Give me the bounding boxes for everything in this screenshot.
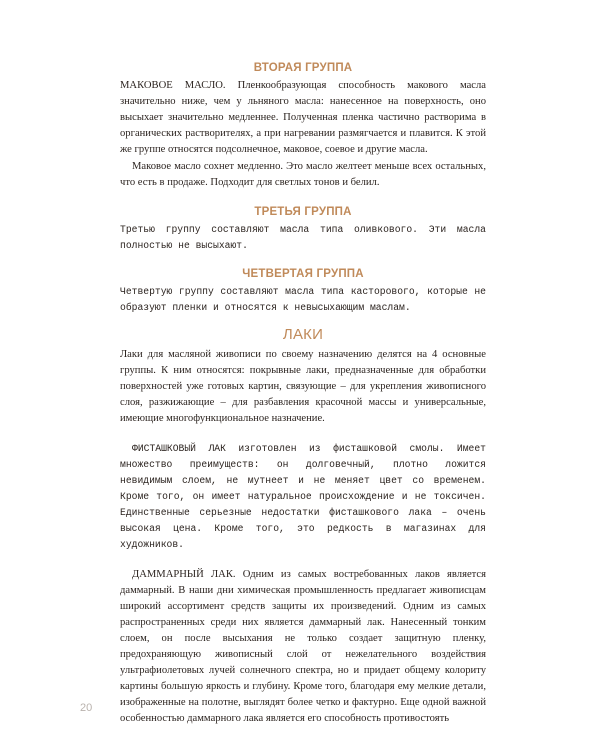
page-number: 20 [80,702,93,714]
paragraph-fourth-group: Четвертую группу составляют масла типа касторового, которые не образуют пленки и относятся к невысыхающим маслам. [120,286,486,313]
page-content [120,62,486,727]
paragraph-varnish-groups: Лаки для масляной живописи по своему назначению делятся на 4 основные группы. К ним относятся: покрывные лаки, предназначенные для обработки поверхностей уже готовых картин, связующие – для укрепления живописного слоя, разжижающие – для разбавления красочной массы и универсальные, имеющие многофункциональное назначение. [120,349,486,424]
heading-varnishes: ЛАКИ [282,326,324,343]
heading-fourth-group: ЧЕТВЕРТАЯ ГРУППА [242,268,364,280]
heading-third-group: ТРЕТЬЯ ГРУППА [254,206,352,218]
heading-second-group: ВТОРАЯ ГРУППА [253,62,353,74]
paragraph-third-group: Третью группу составляют масла типа оливкового. Эти масла полностью не высыхают. [120,224,486,251]
paragraph-pistachio-varnish: ФИСТАШКОВЫЙ ЛАК изготовлен из фисташковой смолы. Имеет множество преимуществ: он долговечный, плотно ложится невидимым слоем, не мутнеет и не меняет цвет со временем. Кроме того, он имеет натуральное происхождение и не токсичен. Единственные серьезные недостатки фисташкового лака – очень высокая цена. Кроме того, это редкость в магазинах для художников. [120,443,486,550]
paragraph-dammar-varnish: ДАММАРНЫЙ ЛАК. Одним из самых востребованных лаков является даммарный. В наши дни химическая промышленность предлагает живописцам широкий ассортимент средств защиты их произведений. Одним из самых распространенных среди них является даммарный лак. Нанесенный тонким слоем, он после высыхания не только создает защитную пленку, предохраняющую живописный слой от нежелательного воздействия ультрафиолетовых лучей солнечного спектра, но и придает общему колориту картины большую яркость и глубину. Кроме того, благодаря ему мелкие детали, изображенные на полотне, выглядят более четко и фактурно. Еще одной важной особенностью даммарного лака является его способность противостоять [120,569,486,724]
paragraph-poppy-oil: МАКОВОЕ МАСЛО. Пленкообразующая способность макового масла значительно ниже, чем у льняного масла: нанесенное на поверхность, оно высыхает значительно медленнее. Полученная пленка частично растворима в органических растворителях, а при нагревании размягчается и плавится. К этой же группе относятся подсолнечное, маковое, соевое и другие масла. [120,80,486,155]
paragraph-poppy-oil-drying: Маковое масло сохнет медленно. Это масло желтеет меньше всех остальных, что есть в продаже. Подходит для светлых тонов и белил. [120,161,486,188]
